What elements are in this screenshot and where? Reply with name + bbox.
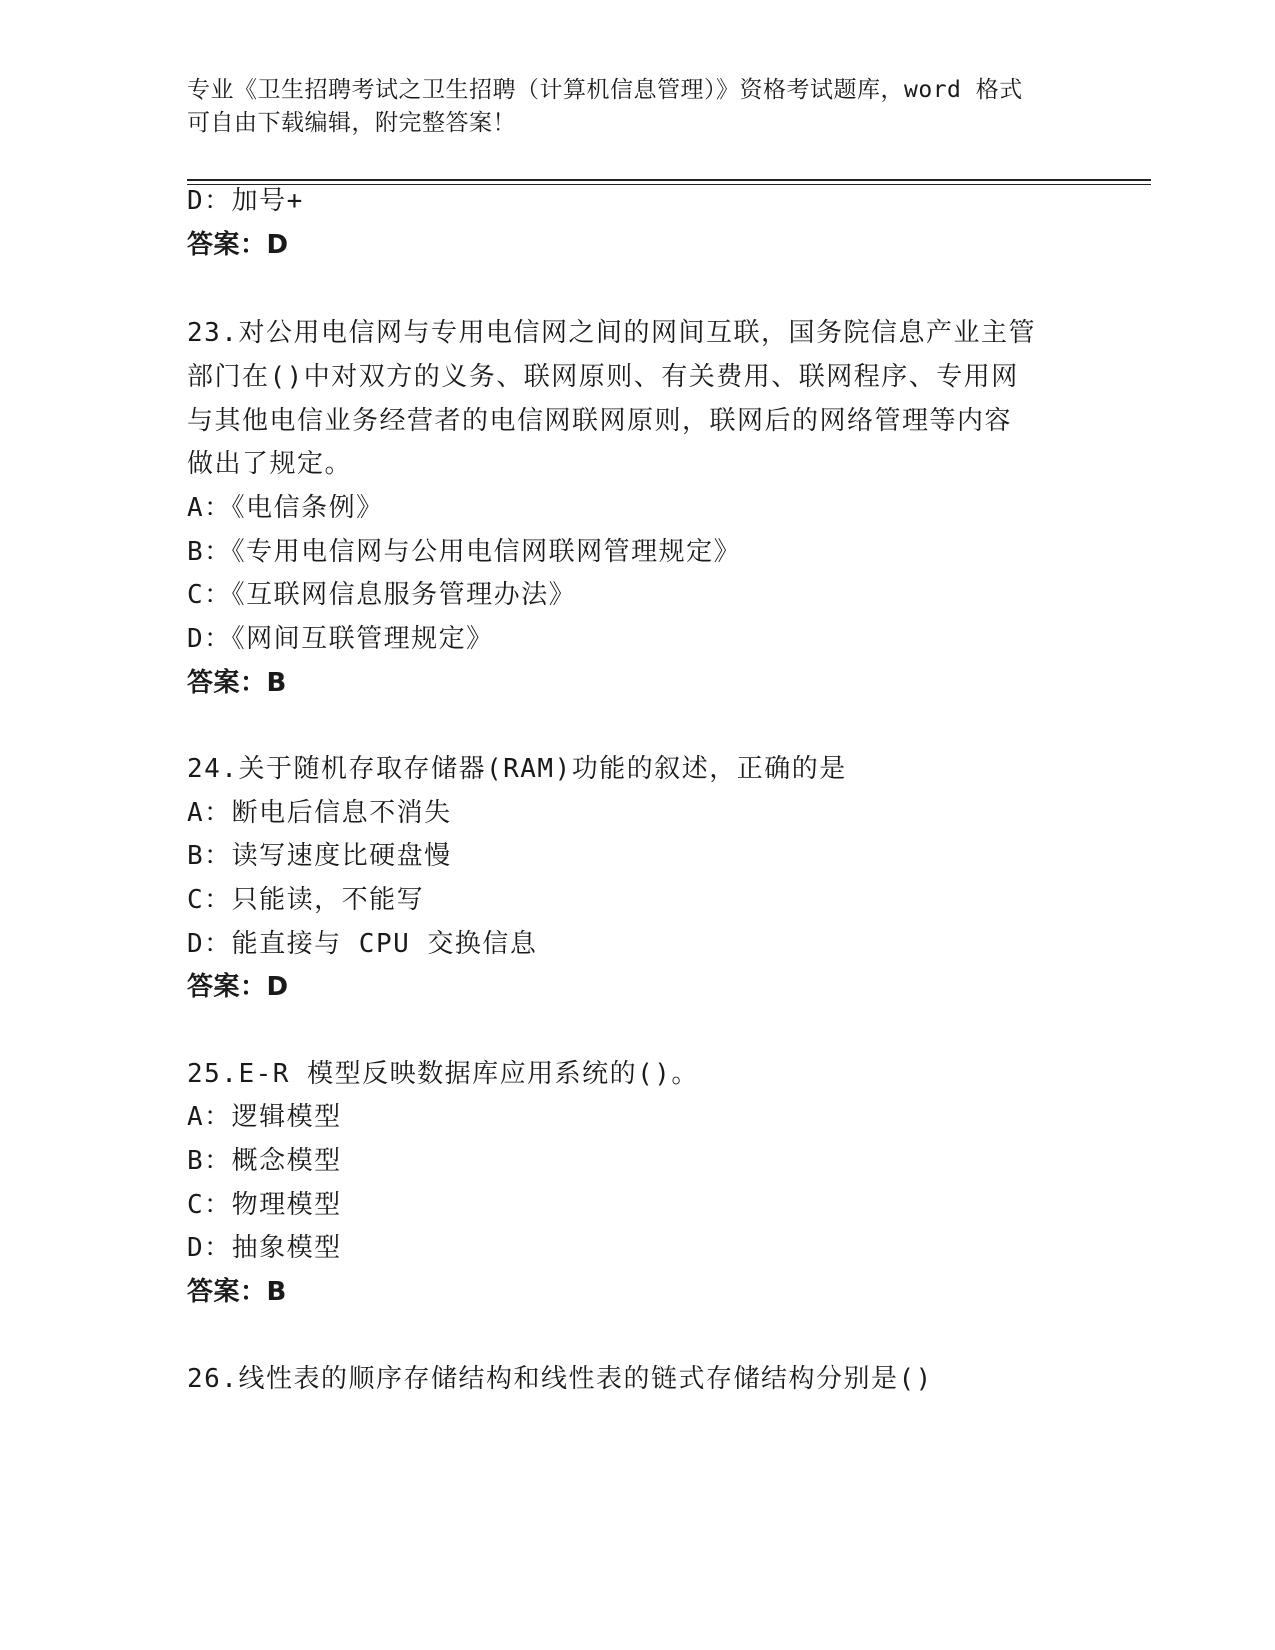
prev-answer: 答案：D bbox=[187, 230, 289, 260]
q25-option-a: A：逻辑模型 bbox=[187, 1102, 342, 1132]
q23-stem-line-3: 与其他电信业务经营者的电信网联网原则，联网后的网络管理等内容 bbox=[187, 406, 1013, 436]
header-divider-thin bbox=[187, 184, 1151, 185]
q24-option-b: B：读写速度比硬盘慢 bbox=[187, 841, 452, 871]
header-line-2: 可自由下载编辑，附完整答案！ bbox=[187, 110, 516, 136]
q23-option-d: D：《网间互联管理规定》 bbox=[187, 624, 494, 654]
q24-option-d: D：能直接与 CPU 交换信息 bbox=[187, 929, 538, 959]
q24-stem: 24.关于随机存取存储器(RAM)功能的叙述，正确的是 bbox=[187, 754, 847, 784]
q23-option-c: C：《互联网信息服务管理办法》 bbox=[187, 580, 577, 610]
q25-option-c: C：物理模型 bbox=[187, 1190, 342, 1220]
q26-stem: 26.线性表的顺序存储结构和线性表的链式存储结构分别是() bbox=[187, 1364, 933, 1394]
q24-answer: 答案：D bbox=[187, 972, 289, 1002]
q25-stem: 25.E-R 模型反映数据库应用系统的()。 bbox=[187, 1059, 699, 1089]
q25-option-d: D：抽象模型 bbox=[187, 1233, 342, 1263]
q25-answer: 答案：B bbox=[187, 1277, 287, 1307]
q23-stem-line-1: 23.对公用电信网与专用电信网之间的网间互联，国务院信息产业主管 bbox=[187, 318, 1036, 348]
q23-option-a: A：《电信条例》 bbox=[187, 493, 384, 523]
q24-option-c: C：只能读，不能写 bbox=[187, 885, 425, 915]
q23-stem-line-4: 做出了规定。 bbox=[187, 449, 353, 479]
document-header bbox=[187, 74, 1087, 140]
q23-option-b: B：《专用电信网与公用电信网联网管理规定》 bbox=[187, 537, 742, 567]
header-divider-thick bbox=[187, 179, 1151, 181]
q23-stem-line-2: 部门在()中对双方的义务、联网原则、有关费用、联网程序、专用网 bbox=[187, 362, 1019, 392]
q24-option-a: A：断电后信息不消失 bbox=[187, 798, 452, 828]
header-line-1: 专业《卫生招聘考试之卫生招聘（计算机信息管理）》资格考试题库，word 格式 bbox=[187, 77, 1023, 103]
prev-option-d: D：加号+ bbox=[187, 186, 304, 216]
q25-option-b: B：概念模型 bbox=[187, 1146, 342, 1176]
q23-answer: 答案：B bbox=[187, 668, 287, 698]
